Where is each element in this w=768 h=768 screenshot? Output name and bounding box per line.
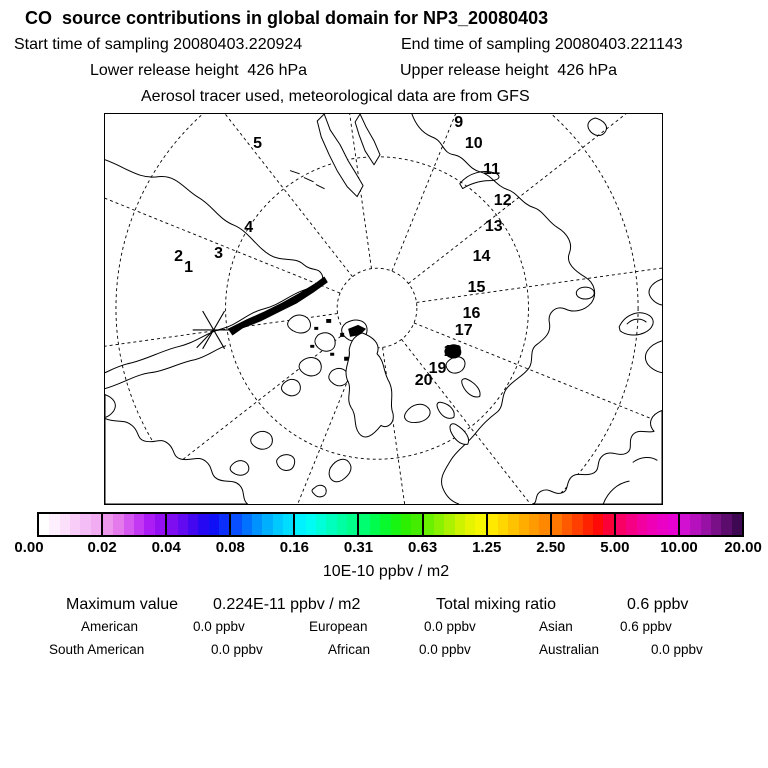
asterisk-marker-icon xyxy=(193,311,236,349)
colorbar-segment xyxy=(488,514,550,535)
upper-release-height-text: Upper release height 426 hPa xyxy=(400,62,618,79)
track-point-label: 19 xyxy=(428,359,447,377)
region-value-asian: 0.6 ppbv xyxy=(620,619,672,634)
track-point-label: 16 xyxy=(462,305,481,323)
colorbar-cell xyxy=(593,514,603,535)
colorbar-cell xyxy=(178,514,188,535)
colorbar-cell xyxy=(444,514,454,535)
colorbar-cell xyxy=(391,514,401,535)
colorbar-cell xyxy=(701,514,711,535)
colorbar-cell xyxy=(242,514,252,535)
region-label-asian: Asian xyxy=(539,619,573,634)
colorbar-cell xyxy=(411,514,421,535)
maximum-value: 0.224E-11 ppbv / m2 xyxy=(213,596,361,613)
track-point-label: 5 xyxy=(253,135,263,153)
colorbar-cell xyxy=(583,514,593,535)
colorbar-cell xyxy=(359,514,369,535)
meridian-line xyxy=(408,114,662,284)
track-point-label: 12 xyxy=(493,191,512,209)
colorbar-cell xyxy=(209,514,219,535)
region-label-european: European xyxy=(309,619,368,634)
colorbar-segment xyxy=(231,514,293,535)
colorbar-tick-label: 0.63 xyxy=(407,539,438,556)
colorbar-cell xyxy=(616,514,626,535)
colorbar-cell xyxy=(370,514,380,535)
colorbar-tick-label: 1.25 xyxy=(472,539,502,556)
colorbar-cell xyxy=(198,514,208,535)
colorbar-segment xyxy=(295,514,357,535)
track-point-label: 18 xyxy=(443,342,462,360)
colorbar-cell xyxy=(306,514,316,535)
colorbar-cell xyxy=(316,514,326,535)
colorbar-cell xyxy=(252,514,262,535)
colorbar-segment xyxy=(680,514,742,535)
colorbar-cell xyxy=(337,514,347,535)
colorbar-tick-label: 10.00 xyxy=(660,539,698,556)
colorbar-cell xyxy=(424,514,434,535)
colorbar-cell xyxy=(647,514,657,535)
colorbar-cell xyxy=(326,514,336,535)
colorbar-cell xyxy=(519,514,529,535)
colorbar-cell xyxy=(539,514,549,535)
colorbar-segment xyxy=(424,514,486,535)
coastlines xyxy=(105,114,662,504)
colorbar-cell xyxy=(626,514,636,535)
colorbar-cell xyxy=(380,514,390,535)
colorbar-tick-labels xyxy=(0,539,768,557)
region-value-european: 0.0 ppbv xyxy=(424,619,476,634)
end-time-text: End time of sampling 20080403.221143 xyxy=(401,36,683,53)
track-point-label: 4 xyxy=(244,219,254,237)
colorbar-cell xyxy=(434,514,444,535)
colorbar-cell xyxy=(529,514,539,535)
colorbar-cell xyxy=(572,514,582,535)
track-point-label: 17 xyxy=(454,321,473,339)
graticule xyxy=(105,114,662,504)
total-mixing-ratio-label: Total mixing ratio xyxy=(436,596,557,613)
colorbar-segment xyxy=(103,514,165,535)
meridian-line xyxy=(416,247,662,302)
colorbar-tick-label: 0.00 xyxy=(14,539,44,556)
colorbar-cell xyxy=(455,514,465,535)
colorbar-cell xyxy=(188,514,198,535)
tracer-note-text: Aerosol tracer used, meteorological data are from GFS xyxy=(141,88,530,105)
colorbar-cell xyxy=(283,514,293,535)
total-mixing-ratio-value: 0.6 ppbv xyxy=(627,596,689,613)
maximum-value-label: Maximum value xyxy=(66,596,179,613)
colorbar-cell xyxy=(347,514,357,535)
colorbar-cell xyxy=(103,514,113,535)
region-value-american: 0.0 ppbv xyxy=(193,619,245,634)
colorbar-cell xyxy=(465,514,475,535)
colorbar-cell xyxy=(552,514,562,535)
colorbar-cell xyxy=(134,514,144,535)
colorbar-cell xyxy=(295,514,305,535)
lower-release-height-text: Lower release height 426 hPa xyxy=(90,62,308,79)
colorbar-cell xyxy=(603,514,613,535)
colorbar-cell xyxy=(144,514,154,535)
track-point-label: 20 xyxy=(414,371,433,389)
colorbar-tick-label: 5.00 xyxy=(600,539,630,556)
colorbar-cell xyxy=(680,514,690,535)
track-point-label: 15 xyxy=(467,278,486,296)
track-point-label: 3 xyxy=(214,245,224,263)
track-point-label: 11 xyxy=(483,160,501,178)
meridian-line xyxy=(107,114,352,277)
colorbar-tick-label: 0.08 xyxy=(215,539,245,556)
region-label-american: American xyxy=(81,619,139,634)
colorbar-tick-label: 0.02 xyxy=(87,539,117,556)
colorbar-cell xyxy=(508,514,518,535)
colorbar-segment xyxy=(616,514,678,535)
track-point-label: 10 xyxy=(464,135,483,153)
polar-map xyxy=(104,113,663,505)
track-point-label: 14 xyxy=(472,248,491,266)
colorbar-cell xyxy=(262,514,272,535)
colorbar-cell xyxy=(657,514,667,535)
region-value-australian: 0.0 ppbv xyxy=(651,642,703,657)
region-value-african: 0.0 ppbv xyxy=(419,642,471,657)
region-label-south-american: South American xyxy=(49,642,145,657)
colorbar-cell xyxy=(273,514,283,535)
colorbar-cell xyxy=(49,514,59,535)
colorbar-cell xyxy=(231,514,241,535)
colorbar-tick-label: 0.16 xyxy=(279,539,309,556)
colorbar-cell xyxy=(39,514,49,535)
track-point-label: 9 xyxy=(454,113,464,131)
colorbar-cell xyxy=(91,514,101,535)
region-label-australian: Australian xyxy=(539,642,600,657)
colorbar-cell xyxy=(113,514,123,535)
track-point-label: 13 xyxy=(484,218,503,236)
colorbar-cell xyxy=(498,514,508,535)
colorbar-segment xyxy=(167,514,229,535)
colorbar xyxy=(37,512,744,537)
colorbar-tick-label: 20.00 xyxy=(724,539,762,556)
colorbar-cell xyxy=(124,514,134,535)
colorbar-cell xyxy=(155,514,165,535)
start-time-text: Start time of sampling 20080403.220924 xyxy=(14,36,303,53)
colorbar-cell xyxy=(60,514,70,535)
colorbar-tick-label: 2.50 xyxy=(536,539,566,556)
colorbar-cell xyxy=(690,514,700,535)
page-title: CO source contributions in global domain for NP3_20080403 xyxy=(25,8,549,28)
colorbar-cell xyxy=(668,514,678,535)
track-point-label: 2 xyxy=(174,248,183,266)
colorbar-cell xyxy=(167,514,177,535)
colorbar-segment xyxy=(552,514,614,535)
colorbar-tick-label: 0.04 xyxy=(151,539,181,556)
colorbar-tick-label: 0.31 xyxy=(343,539,374,556)
colorbar-cell xyxy=(711,514,721,535)
track-point-label: 1 xyxy=(184,259,193,277)
colorbar-cell xyxy=(732,514,742,535)
region-value-south-american: 0.0 ppbv xyxy=(211,642,263,657)
colorbar-segment xyxy=(39,514,101,535)
colorbar-cell xyxy=(401,514,411,535)
colorbar-cell xyxy=(488,514,498,535)
colorbar-cell xyxy=(562,514,572,535)
colorbar-cell xyxy=(219,514,229,535)
colorbar-cell xyxy=(70,514,80,535)
colorbar-cell xyxy=(80,514,90,535)
region-label-african: African xyxy=(328,642,371,657)
colorbar-segment xyxy=(359,514,421,535)
polar-map-canvas xyxy=(105,114,662,504)
colorbar-cell xyxy=(637,514,647,535)
colorbar-cell xyxy=(475,514,485,535)
colorbar-cell xyxy=(721,514,731,535)
colorbar-units-label: 10E-10 ppbv / m2 xyxy=(322,563,450,580)
